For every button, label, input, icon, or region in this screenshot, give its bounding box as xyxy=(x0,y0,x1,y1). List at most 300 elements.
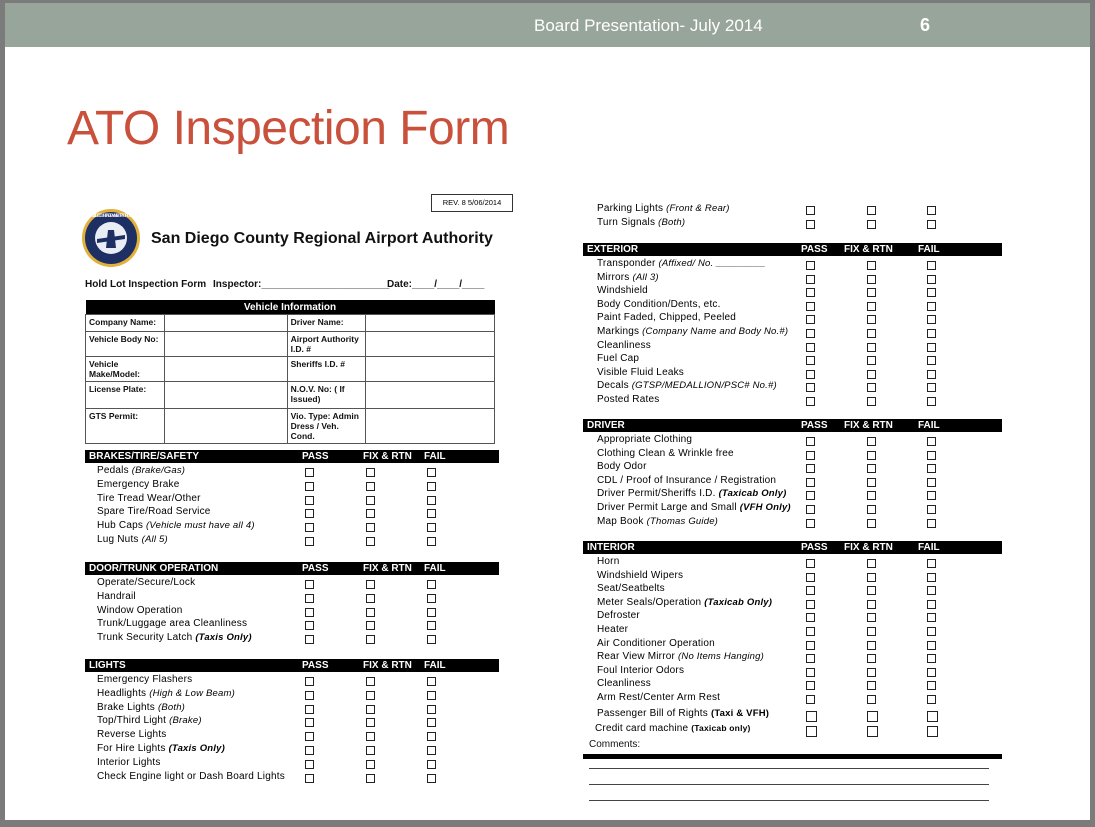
fail-checkbox[interactable] xyxy=(427,608,436,617)
checklist-item-label: Meter Seals/Operation xyxy=(597,596,705,608)
pass-checkbox[interactable] xyxy=(806,491,815,500)
fix-checkbox[interactable] xyxy=(366,509,375,518)
pass-checkbox[interactable] xyxy=(305,537,314,546)
pass-checkbox[interactable] xyxy=(305,608,314,617)
fail-checkbox[interactable] xyxy=(927,681,936,690)
checklist-item-label: Transponder xyxy=(597,258,659,269)
fix-checkbox[interactable] xyxy=(867,451,876,460)
fail-checkbox[interactable] xyxy=(927,695,936,704)
pass-checkbox[interactable] xyxy=(305,594,314,603)
fix-checkbox[interactable] xyxy=(366,705,375,714)
pass-checkbox[interactable] xyxy=(806,711,817,722)
pass-checkbox[interactable] xyxy=(806,370,815,379)
vehicle-info-label: Driver Name: xyxy=(287,315,365,332)
checklist-item-note: (All 5) xyxy=(141,534,168,545)
pass-checkbox[interactable] xyxy=(806,627,815,636)
fix-checkbox[interactable] xyxy=(867,505,876,514)
fix-checkbox[interactable] xyxy=(867,478,876,487)
fix-checkbox[interactable] xyxy=(867,613,876,622)
checklist-item-label: Handrail xyxy=(97,590,136,602)
pass-checkbox[interactable] xyxy=(806,343,815,352)
checklist-item-label: Tire Tread Wear/Other xyxy=(97,492,201,504)
fail-checkbox[interactable] xyxy=(927,261,936,270)
fix-checkbox[interactable] xyxy=(867,220,876,229)
pass-checkbox[interactable] xyxy=(305,621,314,630)
fail-checkbox[interactable] xyxy=(927,220,936,229)
checklist-item xyxy=(597,678,651,689)
fail-checkbox[interactable] xyxy=(927,600,936,609)
checklist-item-label: Reverse Lights xyxy=(97,729,167,741)
fail-checkbox[interactable] xyxy=(927,559,936,568)
checklist-item-label: Decals xyxy=(597,380,632,392)
checklist-item xyxy=(597,340,651,351)
fail-checkbox[interactable] xyxy=(427,509,436,518)
column-header-fail: FAIL xyxy=(424,563,446,574)
checklist-item-label: Visible Fluid Leaks xyxy=(597,366,684,378)
pass-checkbox[interactable] xyxy=(305,635,314,644)
fix-checkbox[interactable] xyxy=(366,677,375,686)
checklist-item-note: (GTSP/MEDALLION/PSC# No.#) xyxy=(631,380,777,392)
checklist-item-note: (Vehicle must have all 4) xyxy=(146,520,255,532)
fail-checkbox[interactable] xyxy=(427,594,436,603)
fail-checkbox[interactable] xyxy=(927,343,936,352)
fix-checkbox[interactable] xyxy=(867,627,876,636)
checklist-item-label: Spare Tire/Road Service xyxy=(97,506,211,518)
checklist-item xyxy=(595,723,751,734)
fix-checkbox[interactable] xyxy=(867,600,876,609)
section-title: EXTERIOR xyxy=(587,244,639,255)
pass-checkbox[interactable] xyxy=(305,468,314,477)
fix-checkbox[interactable] xyxy=(366,594,375,603)
checklist-item-label: Markings xyxy=(597,326,643,337)
vehicle-info-title: Vehicle Information xyxy=(86,300,495,315)
checklist-item xyxy=(597,708,769,719)
fix-checkbox[interactable] xyxy=(366,496,375,505)
fail-checkbox[interactable] xyxy=(927,573,936,582)
pass-checkbox[interactable] xyxy=(305,580,314,589)
fix-checkbox[interactable] xyxy=(366,691,375,700)
pass-checkbox[interactable] xyxy=(806,478,815,487)
checklist-item xyxy=(597,692,720,703)
column-header-fail: FAIL xyxy=(424,451,446,462)
pass-checkbox[interactable] xyxy=(305,677,314,686)
pass-checkbox[interactable] xyxy=(806,356,815,365)
fail-checkbox[interactable] xyxy=(427,482,436,491)
slide-header-bar xyxy=(5,3,1090,47)
fix-checkbox[interactable] xyxy=(366,621,375,630)
pass-checkbox[interactable] xyxy=(806,668,815,677)
fix-checkbox[interactable] xyxy=(867,288,876,297)
vehicle-info-value-field[interactable] xyxy=(366,409,495,444)
checklist-item xyxy=(97,771,285,782)
fail-checkbox[interactable] xyxy=(927,668,936,677)
pass-checkbox[interactable] xyxy=(305,705,314,714)
checklist-item-label: Fuel Cap xyxy=(597,353,640,365)
vehicle-info-label: N.O.V. No: ( If Issued) xyxy=(287,382,365,409)
checklist-item-note: (Taxis Only) xyxy=(195,632,252,644)
vehicle-info-row xyxy=(86,332,495,357)
fail-checkbox[interactable] xyxy=(427,746,436,755)
checklist-item xyxy=(597,394,659,405)
fail-checkbox[interactable] xyxy=(927,478,936,487)
fail-checkbox[interactable] xyxy=(927,641,936,650)
checklist-item xyxy=(597,651,764,662)
vehicle-info-value-field[interactable] xyxy=(366,315,495,332)
checklist-item-label: Paint Faded, Chipped, Peeled xyxy=(597,312,737,324)
vehicle-info-label: License Plate: xyxy=(86,382,165,409)
fix-checkbox[interactable] xyxy=(366,468,375,477)
checklist-item-label: Driver Permit Large and Small xyxy=(597,502,740,513)
revision-box: REV. 8 5/06/2014 xyxy=(431,194,513,212)
fix-checkbox[interactable] xyxy=(867,343,876,352)
checklist-item-label: Seat/Seatbelts xyxy=(597,583,665,595)
checklist-item-label: For Hire Lights xyxy=(97,743,169,754)
pass-checkbox[interactable] xyxy=(806,302,815,311)
checklist-item xyxy=(597,285,648,296)
vehicle-info-label: Company Name: xyxy=(86,315,165,332)
fail-checkbox[interactable] xyxy=(927,315,936,324)
checklist-item-label: Emergency Brake xyxy=(97,478,180,490)
comments-line[interactable] xyxy=(589,800,989,801)
pass-checkbox[interactable] xyxy=(806,600,815,609)
fix-checkbox[interactable] xyxy=(366,718,375,727)
checklist-item-note: (Affixed/ No. _________ xyxy=(658,258,766,269)
vehicle-info-value-field[interactable] xyxy=(164,357,287,382)
checklist-item-note: (Brake) xyxy=(169,715,202,727)
fix-checkbox[interactable] xyxy=(867,370,876,379)
vehicle-info-label: Vehicle Body No: xyxy=(86,332,165,357)
checklist-item-note: (Company Name and Body No.#) xyxy=(642,326,789,337)
pass-checkbox[interactable] xyxy=(305,732,314,741)
checklist-item xyxy=(597,272,659,283)
column-header-fix: FIX & RTN xyxy=(844,542,893,553)
vehicle-info-row xyxy=(86,409,495,444)
fix-checkbox[interactable] xyxy=(867,356,876,365)
fix-checkbox[interactable] xyxy=(867,695,876,704)
checklist-item-label: Operate/Secure/Lock xyxy=(97,577,196,588)
fail-checkbox[interactable] xyxy=(927,383,936,392)
checklist-item xyxy=(597,326,788,337)
vehicle-info-label: GTS Permit: xyxy=(86,409,165,444)
pass-checkbox[interactable] xyxy=(806,505,815,514)
checklist-item xyxy=(97,632,252,643)
fix-checkbox[interactable] xyxy=(867,383,876,392)
fail-checkbox[interactable] xyxy=(427,774,436,783)
pass-checkbox[interactable] xyxy=(806,261,815,270)
column-header-pass: PASS xyxy=(302,660,329,671)
vehicle-information-table xyxy=(85,300,495,444)
vehicle-info-row xyxy=(86,315,495,332)
checklist-item xyxy=(597,597,772,608)
checklist-item-label: Air Conditioner Operation xyxy=(597,637,715,649)
column-header-fail: FAIL xyxy=(918,244,940,255)
fail-checkbox[interactable] xyxy=(427,496,436,505)
checklist-item-note: (High & Low Beam) xyxy=(149,687,235,699)
checklist-item xyxy=(597,583,665,594)
vehicle-info-value-field[interactable] xyxy=(164,382,287,409)
checklist-item-note: (Both) xyxy=(658,216,686,228)
fix-checkbox[interactable] xyxy=(366,635,375,644)
checklist-item xyxy=(597,638,715,649)
pass-checkbox[interactable] xyxy=(806,726,817,737)
checklist-item xyxy=(597,516,718,527)
logo-text: SAN DIEGO COUNTY REGIONAL AIRPORT AUTHORITY xyxy=(88,213,133,218)
fail-checkbox[interactable] xyxy=(927,491,936,500)
fail-checkbox[interactable] xyxy=(927,288,936,297)
fix-checkbox[interactable] xyxy=(366,482,375,491)
column-header-pass: PASS xyxy=(801,244,828,255)
pass-checkbox[interactable] xyxy=(806,695,815,704)
comments-line[interactable] xyxy=(589,784,989,785)
fail-checkbox[interactable] xyxy=(427,732,436,741)
checklist-item xyxy=(97,729,167,740)
checklist-item xyxy=(97,674,192,685)
checklist-item-label: Heater xyxy=(597,624,629,635)
checklist-item-label: CDL / Proof of Insurance / Registration xyxy=(597,474,777,486)
checklist-item-label: Parking Lights xyxy=(597,203,667,214)
pass-checkbox[interactable] xyxy=(806,613,815,622)
fix-checkbox[interactable] xyxy=(366,608,375,617)
vehicle-info-value-field[interactable] xyxy=(366,382,495,409)
fail-checkbox[interactable] xyxy=(427,705,436,714)
fix-checkbox[interactable] xyxy=(867,681,876,690)
checklist-item xyxy=(597,380,777,391)
hold-lot-label: Hold Lot Inspection Form xyxy=(85,279,207,290)
fix-checkbox[interactable] xyxy=(867,559,876,568)
fail-checkbox[interactable] xyxy=(927,627,936,636)
fix-checkbox[interactable] xyxy=(867,329,876,338)
fail-checkbox[interactable] xyxy=(927,586,936,595)
fail-checkbox[interactable] xyxy=(927,356,936,365)
checklist-item xyxy=(97,757,161,768)
vehicle-info-value-field[interactable] xyxy=(164,332,287,357)
pass-checkbox[interactable] xyxy=(806,220,815,229)
checklist-item-label: Brake Lights xyxy=(97,701,158,713)
fail-checkbox[interactable] xyxy=(927,451,936,460)
checklist-item-label: Rear View Mirror xyxy=(597,651,679,663)
pass-checkbox[interactable] xyxy=(806,451,815,460)
vehicle-info-value-field[interactable] xyxy=(366,357,495,382)
pass-checkbox[interactable] xyxy=(305,774,314,783)
pass-checkbox[interactable] xyxy=(806,641,815,650)
fail-checkbox[interactable] xyxy=(927,275,936,284)
fix-checkbox[interactable] xyxy=(867,261,876,270)
fix-checkbox[interactable] xyxy=(867,641,876,650)
checklist-item-label: Windshield xyxy=(597,285,648,297)
section-header xyxy=(85,450,499,463)
fail-checkbox[interactable] xyxy=(927,726,938,737)
fix-checkbox[interactable] xyxy=(366,760,375,769)
vehicle-info-value-field[interactable] xyxy=(164,409,287,444)
fix-checkbox[interactable] xyxy=(366,537,375,546)
checklist-item-label: Lug Nuts xyxy=(97,534,142,545)
fail-checkbox[interactable] xyxy=(927,464,936,473)
checklist-item-label: Trunk Security Latch xyxy=(97,632,196,644)
checklist-item-note: (No Items Hanging) xyxy=(678,651,764,663)
pass-checkbox[interactable] xyxy=(305,718,314,727)
checklist-item xyxy=(597,488,786,499)
fix-checkbox[interactable] xyxy=(867,206,876,215)
fix-checkbox[interactable] xyxy=(366,746,375,755)
inspector-field[interactable]: Inspector:_______________________ xyxy=(213,279,390,290)
checklist-item-label: Top/Third Light xyxy=(97,715,170,727)
checklist-item-label: Passenger Bill of Rights xyxy=(597,707,711,719)
fail-checkbox[interactable] xyxy=(427,718,436,727)
checklist-item xyxy=(597,258,766,269)
fix-checkbox[interactable] xyxy=(867,654,876,663)
fail-checkbox[interactable] xyxy=(427,677,436,686)
fail-checkbox[interactable] xyxy=(427,523,436,532)
fix-checkbox[interactable] xyxy=(867,491,876,500)
fix-checkbox[interactable] xyxy=(366,523,375,532)
checklist-item-label: Map Book xyxy=(597,515,647,527)
pass-checkbox[interactable] xyxy=(305,482,314,491)
vehicle-info-label: Vio. Type: Admin Dress / Veh. Cond. xyxy=(287,409,365,444)
fix-checkbox[interactable] xyxy=(867,437,876,446)
fail-checkbox[interactable] xyxy=(927,370,936,379)
fix-checkbox[interactable] xyxy=(366,580,375,589)
fix-checkbox[interactable] xyxy=(867,711,878,722)
fix-checkbox[interactable] xyxy=(867,726,878,737)
checklist-item-note: (VFH Only) xyxy=(739,502,791,513)
presentation-title: Board Presentation- July 2014 xyxy=(534,16,763,35)
section-header xyxy=(85,562,499,575)
comments-line[interactable] xyxy=(589,768,989,769)
column-header-fail: FAIL xyxy=(918,420,940,431)
fix-checkbox[interactable] xyxy=(366,732,375,741)
pass-checkbox[interactable] xyxy=(806,573,815,582)
fail-checkbox[interactable] xyxy=(427,621,436,630)
vehicle-info-value-field[interactable] xyxy=(164,315,287,332)
fix-checkbox[interactable] xyxy=(867,519,876,528)
vehicle-info-label: Airport Authority I.D. # xyxy=(287,332,365,357)
pass-checkbox[interactable] xyxy=(305,523,314,532)
column-header-fix: FIX & RTN xyxy=(363,563,412,574)
fix-checkbox[interactable] xyxy=(867,668,876,677)
vehicle-info-value-field[interactable] xyxy=(366,332,495,357)
fix-checkbox[interactable] xyxy=(366,774,375,783)
checklist-item-label: Foul Interior Odors xyxy=(597,664,685,676)
pass-checkbox[interactable] xyxy=(305,509,314,518)
fail-checkbox[interactable] xyxy=(427,760,436,769)
checklist-item xyxy=(97,520,255,531)
fail-checkbox[interactable] xyxy=(927,654,936,663)
pass-checkbox[interactable] xyxy=(806,288,815,297)
pass-checkbox[interactable] xyxy=(305,746,314,755)
column-header-fail: FAIL xyxy=(918,542,940,553)
fail-checkbox[interactable] xyxy=(927,206,936,215)
column-header-pass: PASS xyxy=(302,563,329,574)
checklist-item-label: Mirrors xyxy=(597,271,633,283)
pass-checkbox[interactable] xyxy=(806,437,815,446)
fix-checkbox[interactable] xyxy=(867,464,876,473)
comments-label: Comments: xyxy=(589,739,641,750)
pass-checkbox[interactable] xyxy=(806,464,815,473)
fail-checkbox[interactable] xyxy=(927,519,936,528)
checklist-item xyxy=(97,534,168,545)
pass-checkbox[interactable] xyxy=(806,654,815,663)
pass-checkbox[interactable] xyxy=(806,586,815,595)
pass-checkbox[interactable] xyxy=(806,397,815,406)
fix-checkbox[interactable] xyxy=(867,315,876,324)
checklist-item-label: Trunk/Luggage area Cleanliness xyxy=(97,618,248,630)
fail-checkbox[interactable] xyxy=(927,329,936,338)
pass-checkbox[interactable] xyxy=(806,681,815,690)
fail-checkbox[interactable] xyxy=(427,468,436,477)
column-header-fix: FIX & RTN xyxy=(844,244,893,255)
fix-checkbox[interactable] xyxy=(867,586,876,595)
fix-checkbox[interactable] xyxy=(867,275,876,284)
fail-checkbox[interactable] xyxy=(927,613,936,622)
checklist-item xyxy=(97,493,201,504)
column-header-fix: FIX & RTN xyxy=(844,420,893,431)
checklist-item-label: Arm Rest/Center Arm Rest xyxy=(597,692,721,703)
checklist-item xyxy=(97,618,247,629)
pass-checkbox[interactable] xyxy=(806,315,815,324)
checklist-item-label: Check Engine light or Dash Board Lights xyxy=(97,770,285,782)
page-number: 6 xyxy=(920,15,931,35)
checklist-item xyxy=(97,715,202,726)
checklist-item-note: (Taxicab Only) xyxy=(704,596,773,608)
fail-checkbox[interactable] xyxy=(927,711,938,722)
comments-divider xyxy=(583,754,1002,759)
checklist-item xyxy=(597,624,628,635)
pass-checkbox[interactable] xyxy=(305,496,314,505)
checklist-item-label: Clothing Clean & Wrinkle free xyxy=(597,447,734,459)
pass-checkbox[interactable] xyxy=(305,691,314,700)
checklist-item-label: Driver Permit/Sheriffs I.D. xyxy=(597,488,719,500)
fail-checkbox[interactable] xyxy=(927,437,936,446)
pass-checkbox[interactable] xyxy=(806,329,815,338)
pass-checkbox[interactable] xyxy=(806,383,815,392)
checklist-item-label: Body Condition/Dents, etc. xyxy=(597,298,721,310)
fail-checkbox[interactable] xyxy=(427,580,436,589)
checklist-item xyxy=(597,434,692,445)
checklist-item-label: Defroster xyxy=(597,610,640,622)
checklist-item xyxy=(597,665,684,676)
checklist-item xyxy=(597,570,683,581)
checklist-item-label: Cleanliness xyxy=(597,678,651,690)
checklist-item xyxy=(97,688,235,699)
fix-checkbox[interactable] xyxy=(867,302,876,311)
column-header-pass: PASS xyxy=(801,542,828,553)
pass-checkbox[interactable] xyxy=(806,559,815,568)
checklist-item xyxy=(97,465,185,476)
column-header-pass: PASS xyxy=(302,451,329,462)
pass-checkbox[interactable] xyxy=(806,275,815,284)
checklist-item-label: Cleanliness xyxy=(597,339,651,351)
pass-checkbox[interactable] xyxy=(305,760,314,769)
pass-checkbox[interactable] xyxy=(806,206,815,215)
fail-checkbox[interactable] xyxy=(427,635,436,644)
fail-checkbox[interactable] xyxy=(427,537,436,546)
fix-checkbox[interactable] xyxy=(867,397,876,406)
pass-checkbox[interactable] xyxy=(806,519,815,528)
fix-checkbox[interactable] xyxy=(867,573,876,582)
checklist-item xyxy=(597,556,619,567)
checklist-item xyxy=(597,475,776,486)
fail-checkbox[interactable] xyxy=(927,505,936,514)
fail-checkbox[interactable] xyxy=(927,397,936,406)
checklist-item xyxy=(97,702,185,713)
vehicle-info-label: Vehicle Make/Model: xyxy=(86,357,165,382)
fail-checkbox[interactable] xyxy=(427,691,436,700)
fail-checkbox[interactable] xyxy=(927,302,936,311)
checklist-item xyxy=(97,506,211,517)
checklist-item-label: Window Operation xyxy=(97,604,183,616)
date-field[interactable]: Date:____/____/____ xyxy=(387,279,485,290)
checklist-item-label: Interior Lights xyxy=(97,756,161,768)
